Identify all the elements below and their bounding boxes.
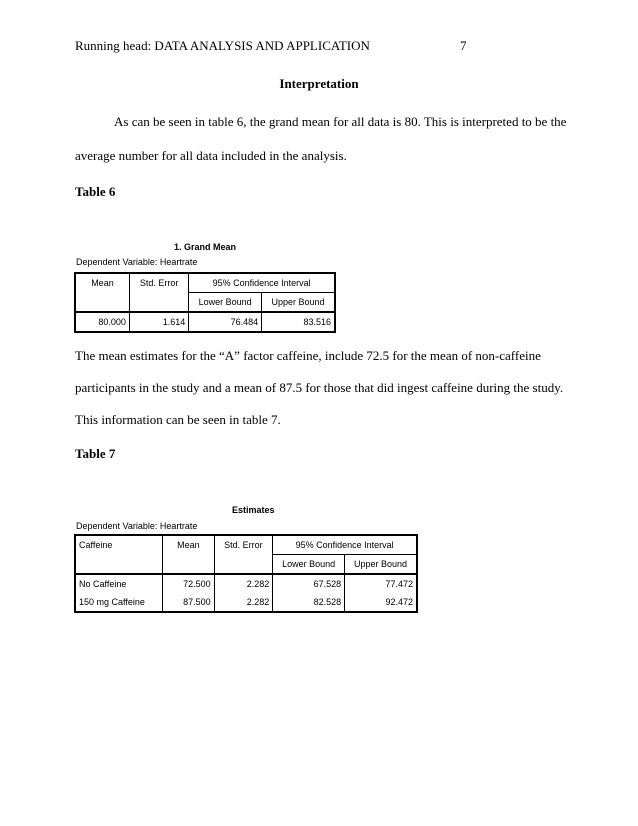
table-7-title: Estimates	[232, 505, 275, 515]
estimates-table	[74, 534, 418, 613]
cell-lower-bound: 76.484	[189, 312, 262, 332]
cell-std-error: 1.614	[129, 312, 188, 332]
cell-mean: 80.000	[75, 312, 129, 332]
header-mean: Mean	[163, 535, 215, 574]
table-7-caption: Table 7	[75, 446, 116, 461]
page-number: 7	[460, 38, 467, 53]
header-lower-bound: Lower Bound	[189, 293, 262, 313]
paragraph-1-line-1: As can be seen in table 6, the grand mean for all data is 80. This is interpreted to be the	[114, 114, 567, 129]
table-row	[75, 312, 335, 332]
header-std-error: Std. Error	[129, 273, 188, 312]
header-confidence-interval: 95% Confidence Interval	[189, 273, 335, 293]
table-header-row	[75, 273, 335, 293]
cell-std-error: 2.282	[214, 593, 273, 612]
table-row	[75, 574, 417, 593]
header-std-error: Std. Error	[214, 535, 273, 574]
cell-upper-bound: 83.516	[262, 312, 335, 332]
header-mean: Mean	[75, 273, 129, 312]
table-6-title: 1. Grand Mean	[174, 242, 237, 252]
table-header-row	[75, 535, 417, 555]
cell-lower-bound: 67.528	[273, 574, 345, 593]
header-caffeine: Caffeine	[75, 535, 163, 574]
grand-mean-table	[74, 272, 336, 333]
cell-std-error: 2.282	[214, 574, 273, 593]
paragraph-2-line-2: participants in the study and a mean of 87.5 for those that did ingest caffeine during the study.	[75, 380, 564, 395]
header-confidence-interval: 95% Confidence Interval	[273, 535, 417, 555]
paragraph-2-line-3: This information can be seen in table 7.	[75, 412, 281, 427]
table-7-dependent-variable: Dependent Variable: Heartrate	[76, 521, 198, 531]
cell-lower-bound: 82.528	[273, 593, 345, 612]
paragraph-1-line-2: average number for all data included in the analysis.	[75, 148, 347, 163]
cell-mean: 72.500	[163, 574, 215, 593]
row-label: No Caffeine	[75, 574, 163, 593]
paragraph-2-line-1: The mean estimates for the “A” factor caffeine, include 72.5 for the mean of non-caffeine	[75, 348, 541, 363]
header-lower-bound: Lower Bound	[273, 555, 345, 575]
table-row	[75, 593, 417, 612]
header-upper-bound: Upper Bound	[262, 293, 335, 313]
cell-upper-bound: 77.472	[345, 574, 417, 593]
cell-mean: 87.500	[163, 593, 215, 612]
cell-upper-bound: 92.472	[345, 593, 417, 612]
table-6-caption: Table 6	[75, 184, 116, 199]
table-6-dependent-variable: Dependent Variable: Heartrate	[76, 257, 198, 267]
row-label: 150 mg Caffeine	[75, 593, 163, 612]
header-upper-bound: Upper Bound	[345, 555, 417, 575]
running-head: Running head: DATA ANALYSIS AND APPLICATION	[75, 38, 370, 53]
section-title: Interpretation	[279, 76, 359, 91]
